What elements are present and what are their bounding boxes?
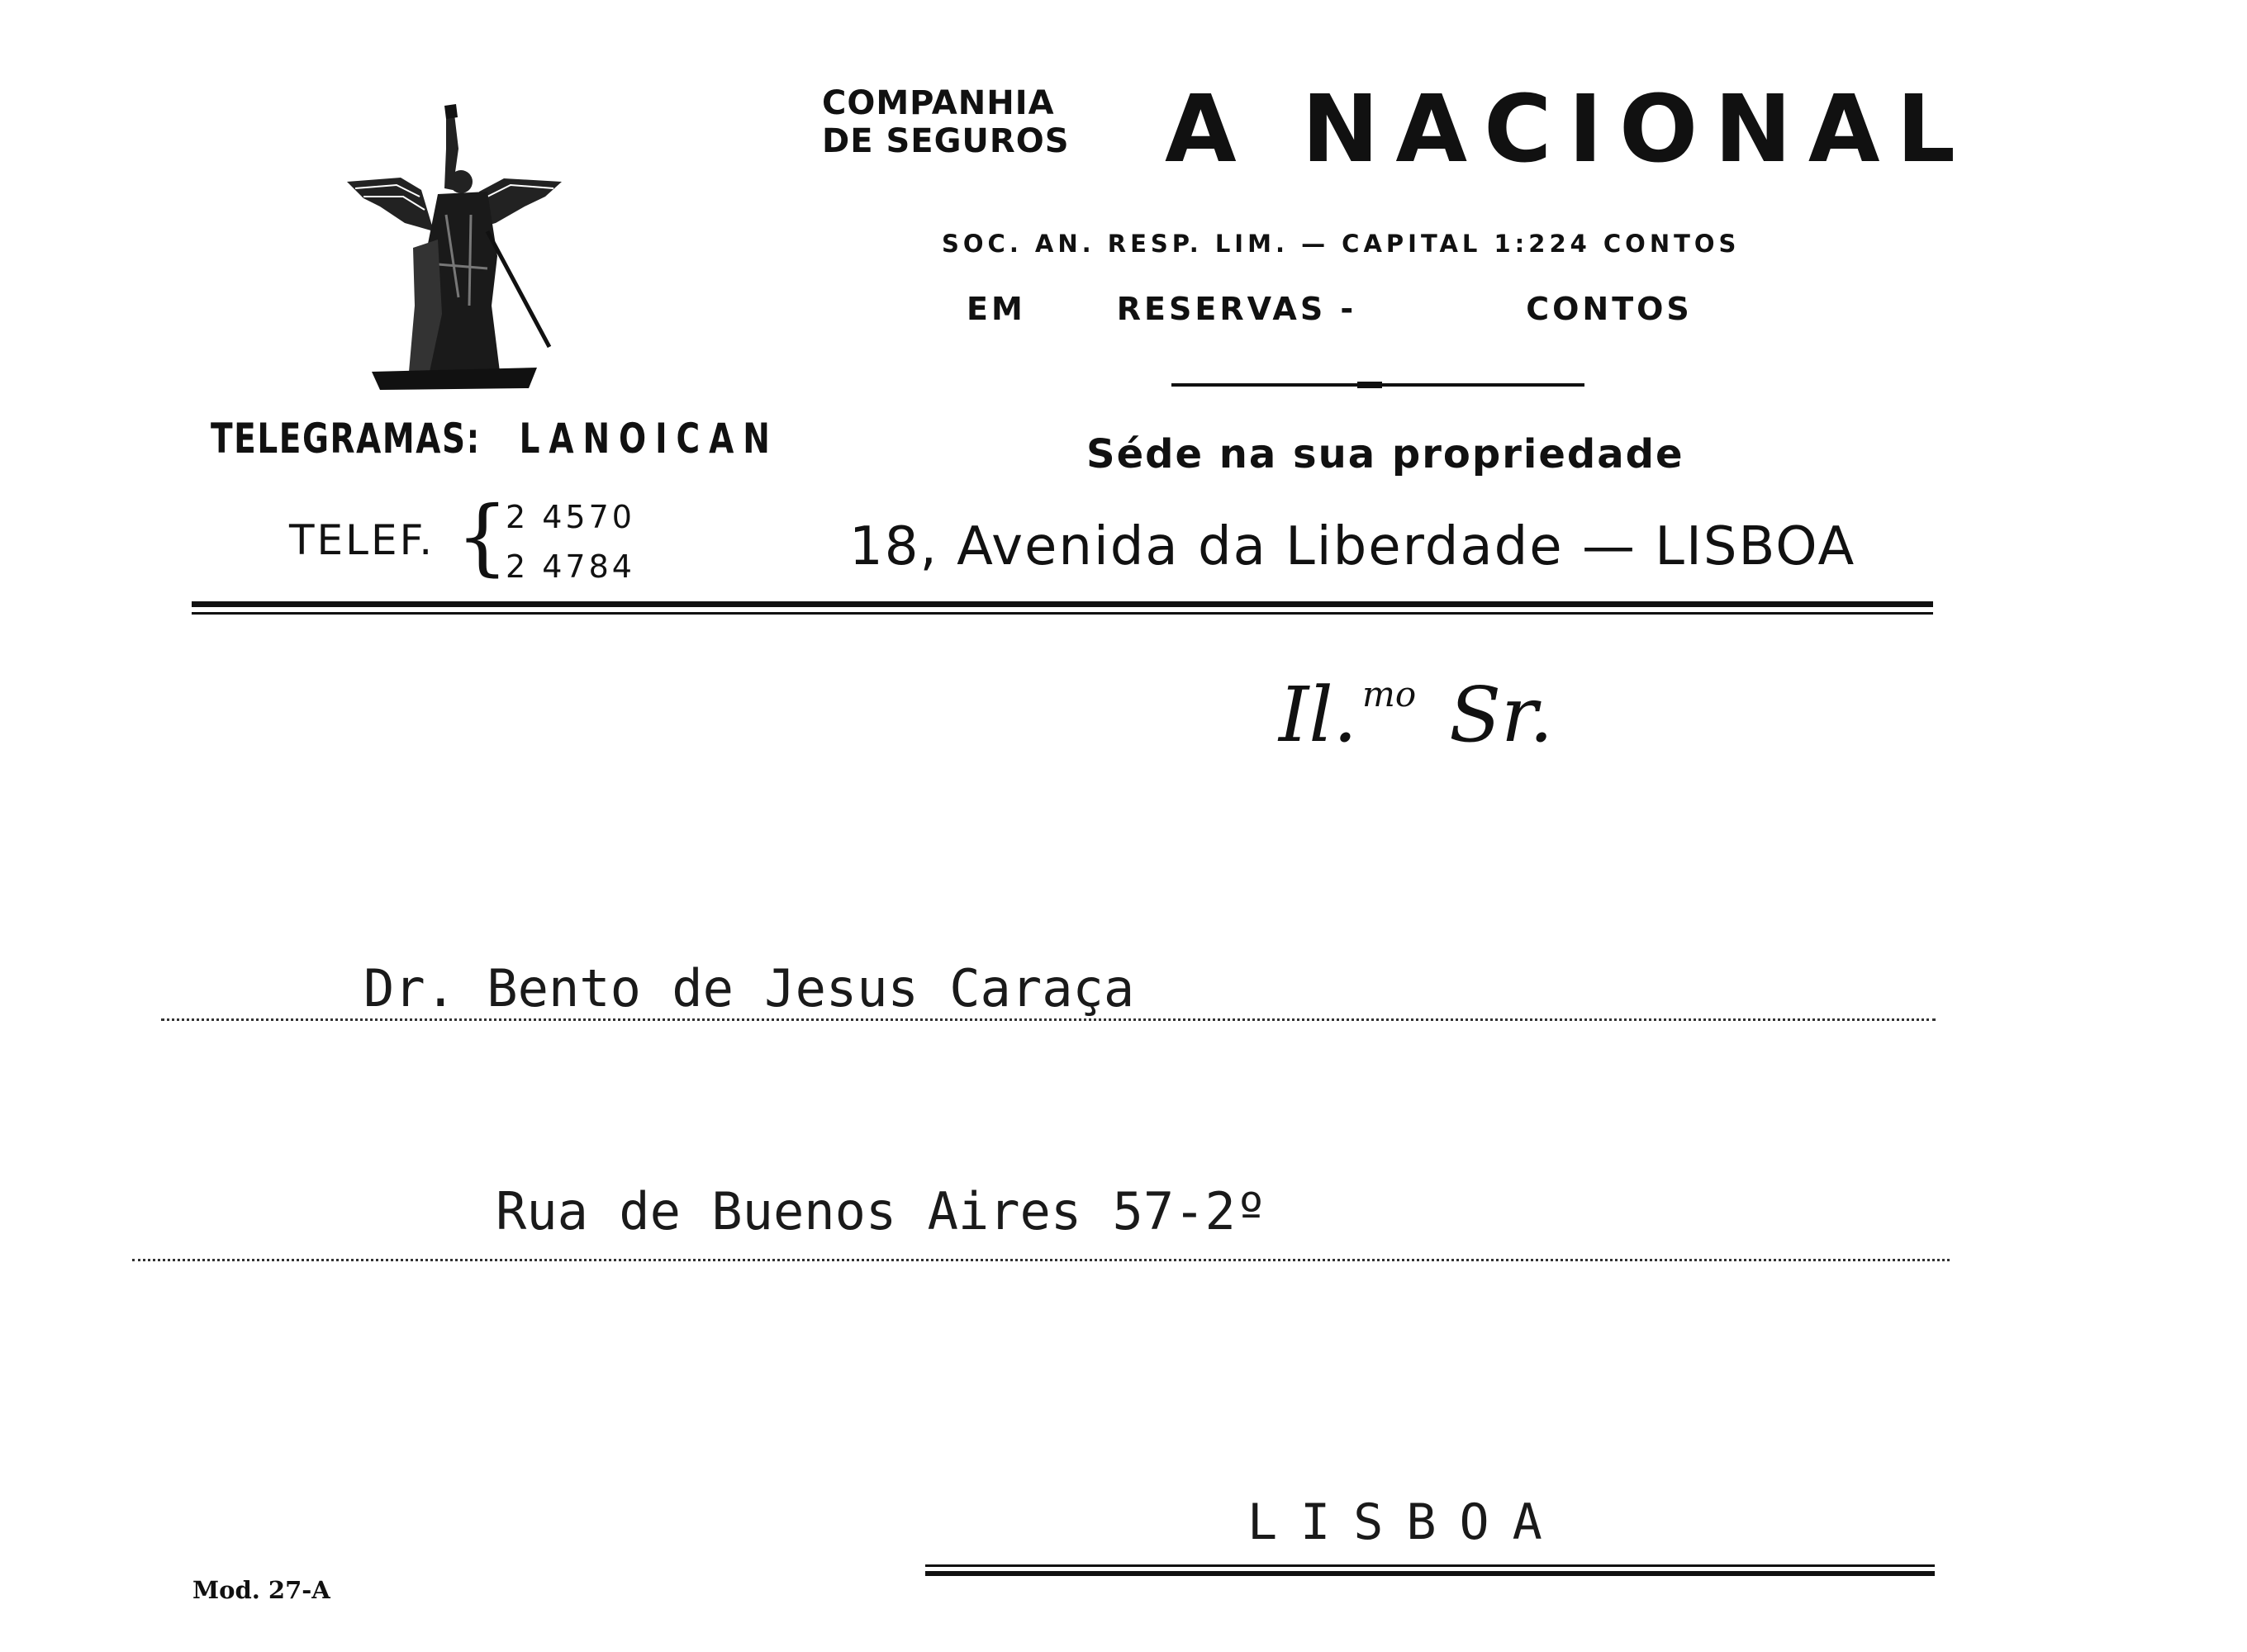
company-prefix [822, 84, 1070, 160]
ornament-divider [1171, 377, 1584, 385]
form-code: Mod. 27-A [192, 1576, 330, 1604]
company-address: 18, Avenida da Liberdade — LISBOA [849, 516, 1856, 577]
telegramas-code: LANOICAN [519, 415, 779, 463]
company-prefix-line1: COMPANHIA [822, 84, 1055, 122]
reserves-em: EM [967, 291, 1026, 327]
salutation-main: Il. [1279, 671, 1358, 759]
company-name: A NACIONAL [1165, 76, 1972, 183]
city-rule [925, 1564, 1935, 1576]
header-rule [192, 601, 1933, 615]
reserves-contos: CONTOS [1526, 291, 1693, 327]
company-prefix-line2: DE SEGUROS [822, 122, 1070, 160]
recipient-city: LISBOA [1247, 1493, 1565, 1551]
salutation-tail: Sr. [1449, 671, 1554, 759]
sede-line: Séde na sua propriedade [1086, 431, 1684, 477]
recipient-street: Rua de Buenos Aires 57-2º [496, 1181, 1267, 1241]
recipient-name: Dr. Bento de Jesus Caraça [363, 958, 1135, 1018]
dotted-line [161, 1018, 1936, 1021]
telef-label: TELEF. [289, 516, 435, 564]
dotted-line [132, 1259, 1950, 1261]
winged-victory-statue-icon [322, 99, 587, 396]
telegramas-line [211, 415, 779, 463]
telegramas-label: TELEGRAMAS: [211, 415, 481, 463]
reserves-line [967, 291, 1693, 327]
brace-icon: { [456, 488, 509, 585]
winged-victory-logo [322, 99, 587, 396]
reserves-label: RESERVAS - [1116, 291, 1357, 327]
salutation-sup: mo [1362, 674, 1417, 714]
telef-number: 2 4570 [506, 499, 635, 535]
capital-line: SOC. AN. RESP. LIM. — CAPITAL 1:224 CONTOS [942, 230, 1741, 258]
telef-number: 2 4784 [506, 548, 635, 585]
salutation [1279, 671, 1553, 759]
